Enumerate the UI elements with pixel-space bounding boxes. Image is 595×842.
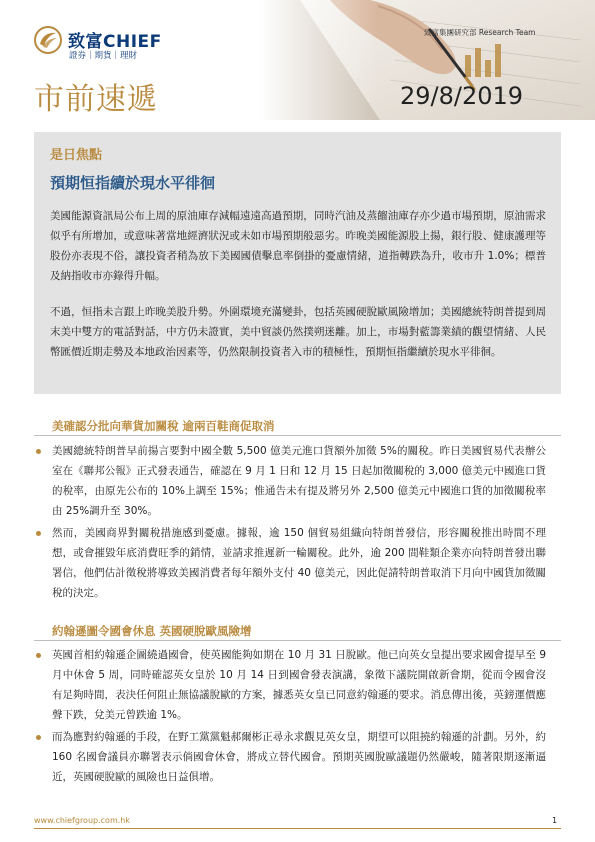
report-date: 29/8/2019 [400, 82, 524, 110]
bullet-icon [36, 449, 41, 454]
bullet-item [52, 441, 546, 521]
bullet-text: 美國總統特朗普早前揚言要對中國全數 5,500 億美元進口貨額外加徵 5%的關稅。昨日美國貿易代表辦公室在《聯邦公報》正式發表通告，確認在 9 月 1 日和 12 月 15 日起加徵關稅的 3,000 億美元中國進口貨的稅率，由原先公布的 10%上調至 15%；惟通告未有提及將另外 2,500 億美元中國進口貨的加徵關稅率由 25%調升至 30%。 [52, 445, 546, 517]
page-number: 1 [552, 816, 558, 825]
research-team-label: 致富集團研究部 Research Team [424, 28, 536, 37]
chief-logo[interactable] [34, 26, 194, 70]
focus-heading: 是日焦點 [50, 148, 103, 163]
section-title-brexit: 約翰遜圖令國會休息 英國硬脫歐風險增 [52, 624, 252, 638]
page-title: 市前速遞 [34, 82, 158, 117]
bullet-icon [36, 653, 41, 658]
bullet-text: 然而，美國商界對關稅措施感到憂慮。據報，逾 150 個貿易組織向特朗普發信，形容關稅推出時間不理想，或會摧毀年底消費旺季的銷情，並請求推遲新一輪關稅。此外，逾 200 間鞋類企業亦向特朗普發出聯署信，他們估計徵稅將導致美國消費者每年額外支付 40 億美元，因此促請特朗普取消下月向中國貨加徵關稅的決定。 [52, 527, 546, 599]
brand-tagline: 證券｜期貨｜理財 [69, 51, 138, 61]
bullet-item [52, 645, 546, 725]
bullet-text: 英國首相約翰遜企圖繞過國會，使英國能夠如期在 10 月 31 日脫歐。他已向英女皇提出要求國會提早至 9 月中休會 5 周，同時確認英女皇於 10 月 14 日到國會發表演講，象徵下議院開啟新會期，從而令國會沒有足夠時間，表決任何阻止無協議脫歐的方案，據悉英女皇已同意約翰遜的要求。消息傳出後，英鎊運價應聲下跌，兌美元曾跌逾 1%。 [52, 649, 546, 721]
footer-divider [34, 828, 561, 829]
bullet-item [52, 727, 546, 787]
bullet-icon [36, 531, 41, 536]
bullet-icon [36, 735, 41, 740]
brand-name: 致富CHIEF [68, 32, 162, 52]
section-title-tariffs: 美確認分批向華貨加關稅 逾兩百鞋商促取消 [52, 419, 275, 433]
focus-paragraph: 美國能源資訊局公布上周的原油庫存減幅遠遠高過預期，同時汽油及蒸餾油庫存亦少過市場預期，原油需求似乎有所增加，或意味著當地經濟狀況或未如市場預期般惡劣。昨晚美國能源股上揚，銀行股、健康護理等股份亦表現不俗，讓投資者稍為放下美國國債擊息率倒掛的憂慮情緒，道指轉跌為升，收市升 1.0%；標普及納指收市亦錄得升幅。 [50, 210, 546, 282]
bullet-text: 而為應對約翰遜的手段，在野工黨黨魁郝爾彬正尋永求觀見英女皇，期望可以阻撓約翰遜的計劃。另外，約 160 名國會議員亦聯署表示倘國會休會，將成立替代國會。預期英國脫歐議題仍然嚴峻，隨著限期逐漸逼近，英國硬脫歐的風險也日益俱增。 [52, 731, 546, 783]
section-divider [34, 435, 561, 436]
focus-panel [34, 132, 561, 394]
section-divider [34, 640, 561, 641]
focus-paragraph: 不過，恒指未言跟上昨晚美股升勢。外圍環境充滿變卦，包括英國硬脫歐風險增加；美國總統特朗普提到周末美中雙方的電話對話，中方仍未證實，美中貿談仍然撲朔迷離。加上，市場對藍籌業績的觀望情緒、人民幣匯價近期走勢及本地政治因素等，仍然限制投資者入市的積極性，預期恒指繼續於現水平徘徊。 [50, 306, 546, 358]
footer-website-link[interactable]: www.chiefgroup.com.hk [34, 816, 130, 825]
focus-subheading: 預期恒指續於現水平徘徊 [50, 174, 216, 192]
bullet-item [52, 523, 546, 603]
brand-emblem-icon [34, 26, 62, 54]
